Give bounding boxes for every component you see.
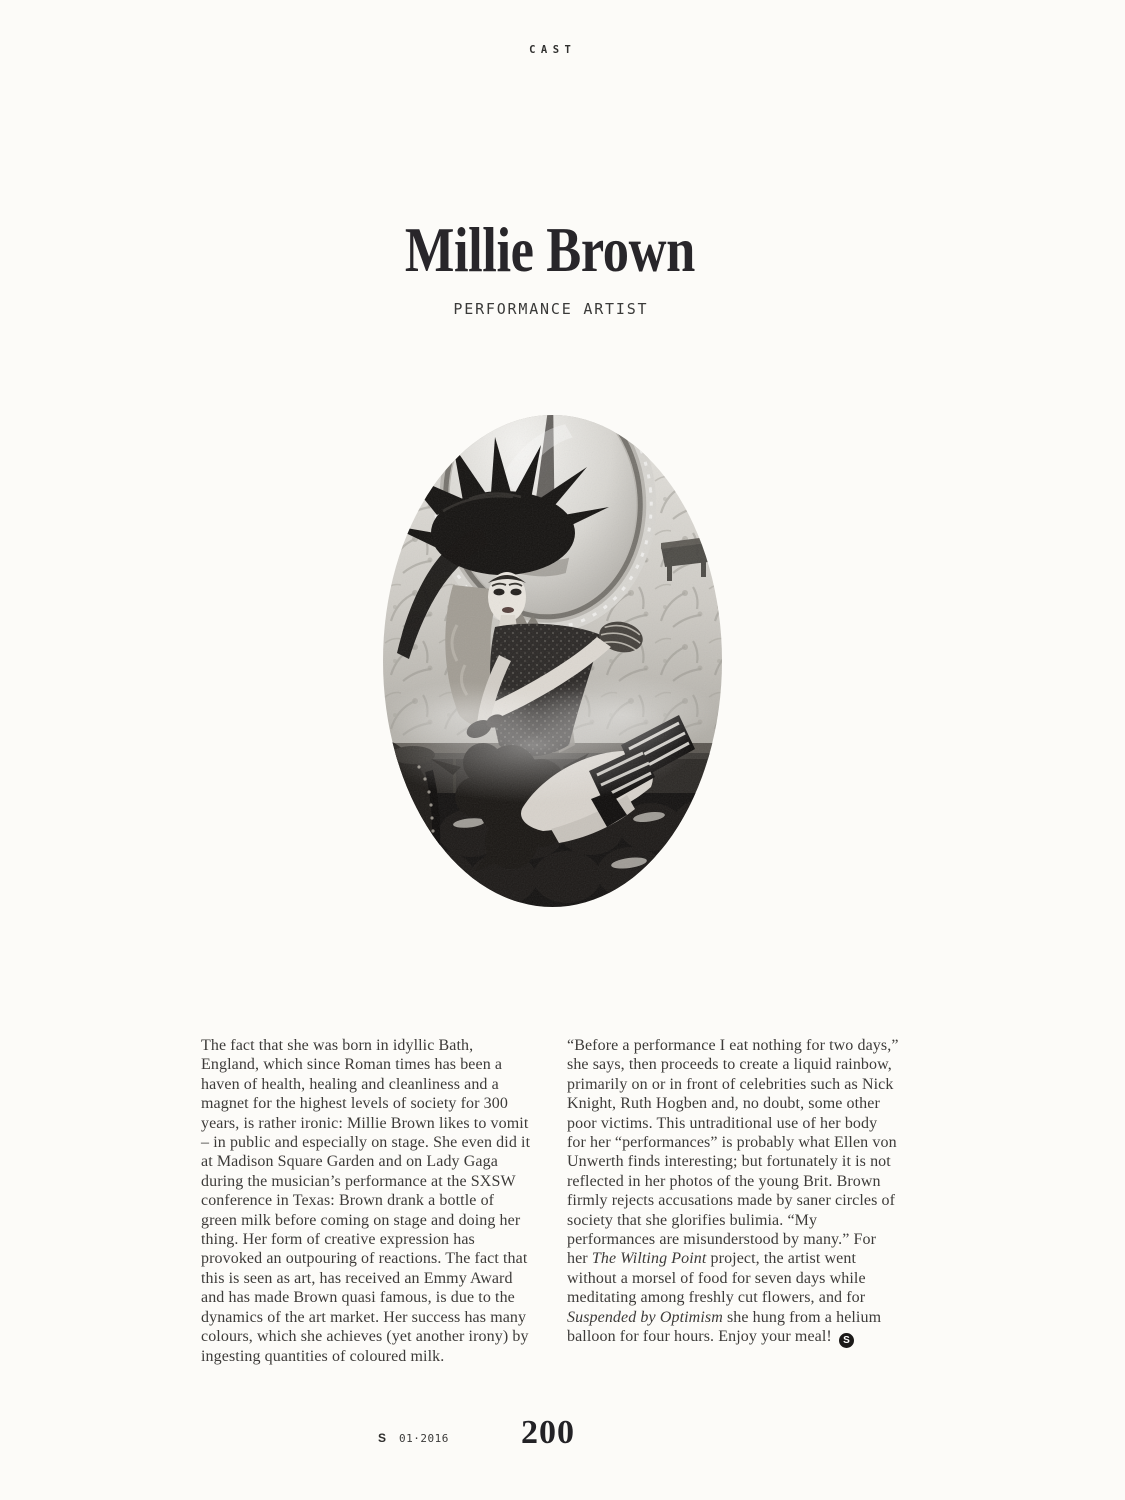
footer <box>378 1431 449 1445</box>
magazine-initial: S <box>378 1431 387 1445</box>
article-column-right <box>567 1036 899 1348</box>
article-text-right: “Before a performance I eat nothing for two days,” she says, then proceeds to create a liquid rainbow, primarily on or in front of celebrities such as Nick Knight, Ruth Hogben and, no doubt, some other poor victims. This untraditional use of her body for her “performances” is probably what Ellen von Unwerth finds interesting; but fortunately it is not reflected in her photos of the young Brit. Brown firmly rejects accusations made by saner circles of society that she glorifies bulimia. “My performances are misunderstood by many.” For her The Wilting Point project, the artist went without a morsel of food for seven days while meditating among freshly cut flowers, and for Suspended by Optimism she hung from a helium balloon for four hours. Enjoy your meal! <box>567 1037 899 1346</box>
subtitle: PERFORMANCE ARTIST <box>453 300 649 318</box>
portrait-illustration <box>383 415 722 907</box>
end-mark-icon: S <box>839 1333 854 1348</box>
page-title: Millie Brown <box>404 214 696 285</box>
article-column-left <box>201 1036 531 1366</box>
kicker: CAST <box>529 44 577 56</box>
article-text-left: The fact that she was born in idyllic Bath, England, which since Roman times has been a haven of health, healing and cleanliness and a magnet for the highest levels of society for 300 years, is rather ironic: Millie Brown likes to vomit – in public and especially on stage. She even did it at Madison Square Garden and on Lady Gaga during the musician’s performance at the SXSW conference in Texas: Brown drank a bottle of green milk before coming on stage and doing her thing. Her form of creative expression has provoked an outpouring of reactions. The fact that this is seen as art, has received an Emmy Award and has made Brown quasi famous, is due to the dynamics of the art market. Her success has many colours, which she achieves (yet another irony) by ingesting quantities of coloured milk. <box>201 1037 531 1365</box>
portrait-photo <box>383 415 722 907</box>
title-wrap <box>0 214 1100 285</box>
issue-date: 01·2016 <box>399 1432 449 1445</box>
page-number: 200 <box>521 1414 575 1451</box>
